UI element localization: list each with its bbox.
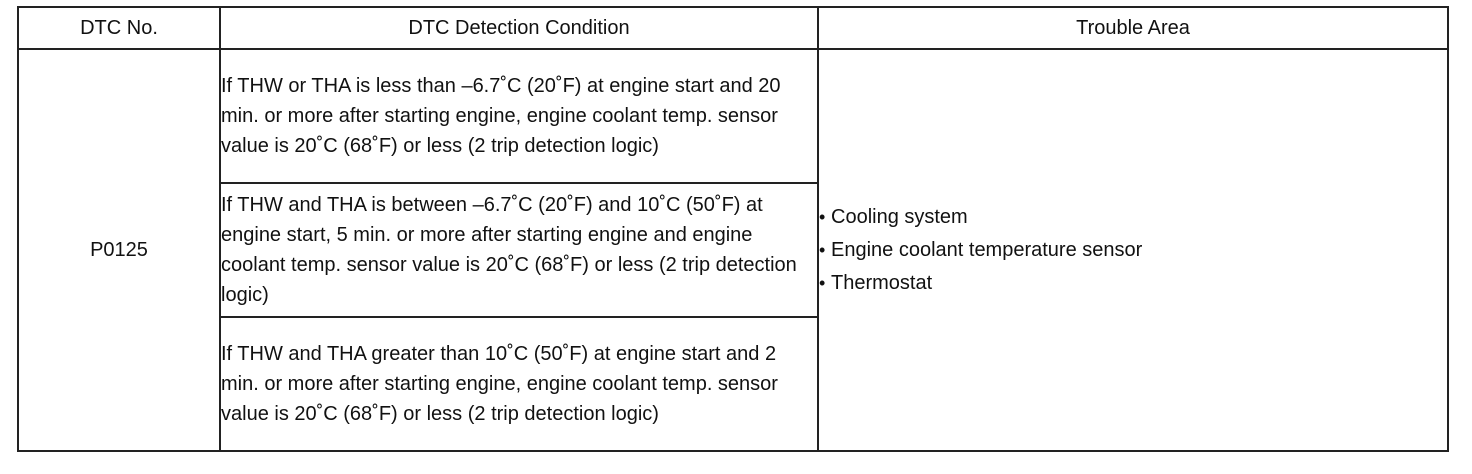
- header-dtc-no: DTC No.: [18, 7, 220, 49]
- condition-cell-3: [220, 317, 818, 451]
- table-row: [18, 49, 1448, 183]
- header-detection-condition: DTC Detection Condition: [220, 7, 818, 49]
- condition-cell-1: [220, 49, 818, 183]
- condition-text: If THW and THA greater than 10˚C (50˚F) at engine start and 2 min. or more after starting engine, engine coolant temp. sensor value is 20˚C (68˚F) or less (2 trip detection logic): [221, 343, 778, 425]
- condition-cell-2: [220, 183, 818, 317]
- dtc-table: [17, 6, 1449, 452]
- dtc-code-cell: P0125: [18, 49, 220, 451]
- trouble-area-list: [819, 201, 1447, 300]
- trouble-area-item: • Cooling system: [819, 201, 1447, 234]
- trouble-area-item: • Thermostat: [819, 267, 1447, 300]
- condition-text: If THW or THA is less than –6.7˚C (20˚F) at engine start and 20 min. or more after starting engine, engine coolant temp. sensor value is 20˚C (68˚F) or less (2 trip detection logic): [221, 75, 781, 157]
- condition-text: If THW and THA is between –6.7˚C (20˚F) and 10˚C (50˚F) at engine start, 5 min. or more after starting engine and engine coolant temp. sensor value is 20˚C (68˚F) or less (2 trip detection logic): [221, 194, 797, 306]
- trouble-area-item: • Engine coolant temperature sensor: [819, 234, 1447, 267]
- trouble-area-cell: [818, 49, 1448, 451]
- header-trouble-area: Trouble Area: [818, 7, 1448, 49]
- header-row: [18, 7, 1448, 49]
